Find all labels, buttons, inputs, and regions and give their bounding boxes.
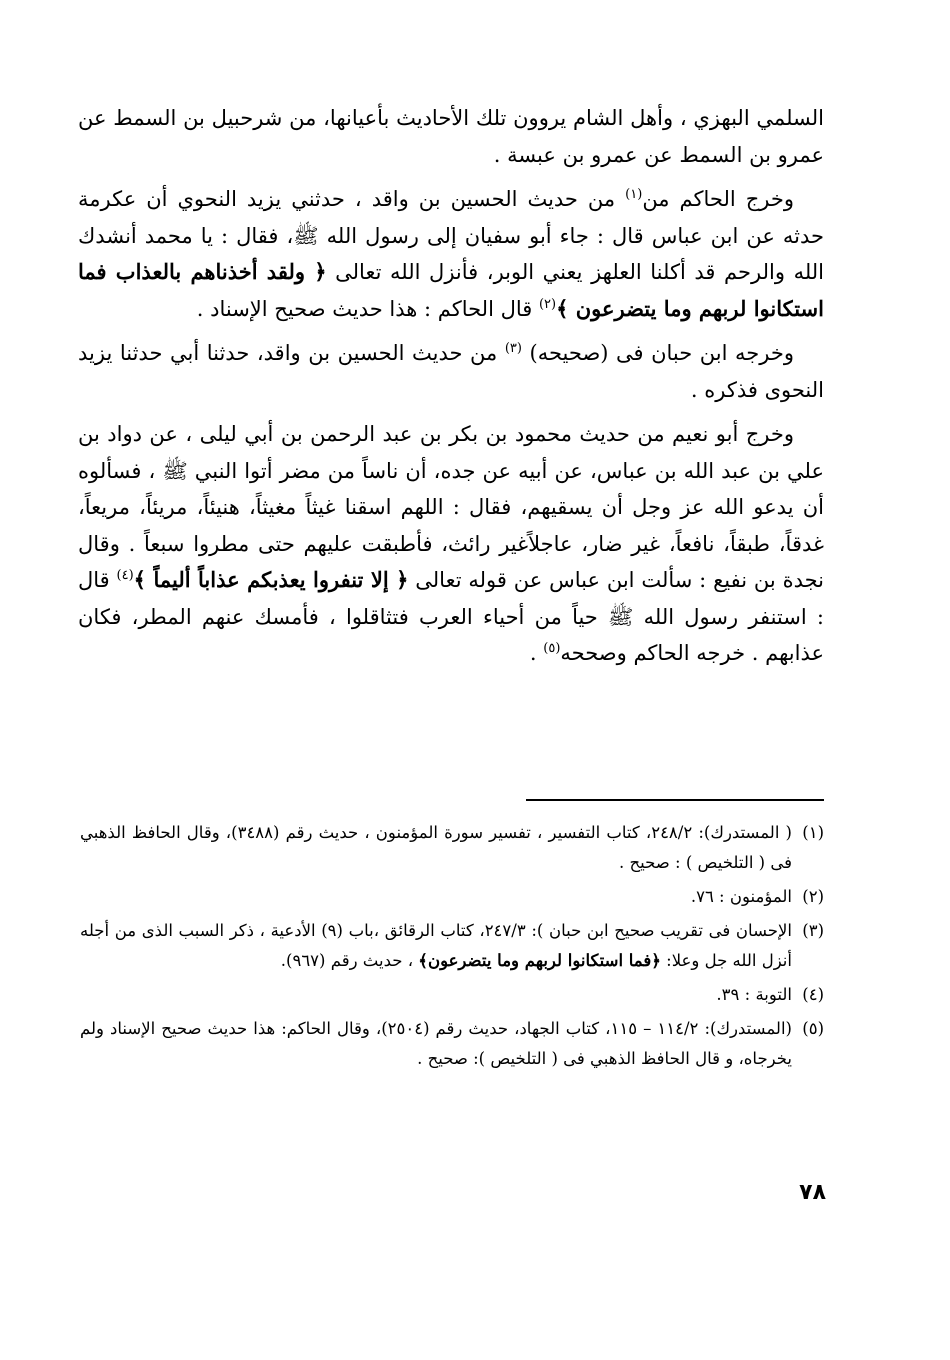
footnote-2: [80, 882, 824, 912]
paragraph-4-text-b: قال : استنفر رسول الله ﷺ حياً من أحياء العرب فتثاقلوا ، فأمسك عنهم المطر، فكان عذابهم . خرجه الحاكم وصححه: [78, 568, 824, 665]
footnote-text: التوبة : ٣٩.: [716, 985, 792, 1004]
paragraph-2-text-b: من حديث الحسين بن واقد ، حدثني يزيد النحوي أن عكرمة حدثه عن ابن عباس قال : جاء أبو سفيان إلى رسول الله ﷺ، فقال : يا محمد أنشدك الله والرحم قد أكلنا العلهز يعني الوبر، فأنزل الله تعالى: [78, 187, 825, 284]
footnote-3: [80, 916, 824, 976]
footnote-ref-3[interactable]: (٣): [504, 341, 522, 356]
paragraph-3: [78, 335, 824, 408]
footnote-5: [80, 1014, 824, 1074]
footnote-quote: ﴿فما استكانوا لربهم وما يتضرعون﴾: [418, 951, 661, 970]
footnote-text-a: الإحسان فى تقريب صحيح ابن حبان ): ٢٤٧/٣، كتاب الرقائق ،باب (٩) الأدعية ، ذكر السبب الذى من أجله أنزل الله جل وعلا:: [80, 921, 792, 970]
paragraph-1-text: السلمي البهزي ، وأهل الشام يروون تلك الأحاديث بأعيانها، من شرحبيل بن السمط عن عمرو بن السمط عن عمرو بن عبسة .: [78, 106, 824, 167]
footnote-number: (٣): [802, 921, 824, 940]
footnote-number: (١): [802, 823, 824, 842]
footnote-ref-1[interactable]: (١): [625, 187, 643, 202]
footnotes: [80, 818, 824, 1078]
paragraph-4: [78, 416, 824, 672]
paragraph-3-text-b: من حديث الحسين بن واقد، حدثنا أبي حدثنا يزيد النحوى فذكره .: [78, 341, 824, 402]
paragraph-2-text-c: قال الحاكم : هذا حديث صحيح الإسناد .: [196, 296, 539, 321]
footnote-separator: [526, 799, 824, 801]
paragraph-2-text-a: وخرج الحاكم من: [642, 187, 794, 211]
quran-quote-2: ﴿ إلا تنفروا يعذبكم عذاباً أليماً ﴾: [133, 567, 409, 592]
footnote-4: [80, 980, 824, 1010]
footnote-number: (٢): [802, 887, 824, 906]
page-number: ٧٨: [799, 1180, 826, 1205]
footnote-number: (٤): [802, 985, 824, 1004]
main-text: [78, 100, 824, 680]
paragraph-4-text-c: .: [529, 641, 544, 665]
paragraph-4-text-a: وخرج أبو نعيم من حديث محمود بن بكر بن عبد الرحمن بن أبي ليلى ، عن دواد بن علي بن عبد الله بن عباس، عن أبيه عن جده، أن ناساً من مضر أتوا النبي ﷺ ، فسألوه أن يدعو الله عز وجل أن يسقيهم، فقال : اللهم اسقنا غيثاً مغيثاً، هنيئاً، مريئاً، مريعاً، غدقاً، طبقاً، نافعاً، غير ضار، عاجلاًغير رائث، فأطبقت عليهم حتى مطروا سبعاً . وقال نجدة بن نفيع : سألت ابن عباس عن قوله تعالى: [78, 422, 824, 592]
paragraph-3-text-a: وخرجه ابن حبان فى (صحيحه): [521, 341, 794, 365]
footnote-1: [80, 818, 824, 878]
footnote-number: (٥): [802, 1019, 824, 1038]
footnote-text: ( المستدرك): ٢٤٨/٢، كتاب التفسير ، تفسير سورة المؤمنون ، حديث رقم (٣٤٨٨)، وقال الحافظ الذهبي فى ( التلخيص ) : صحيح .: [80, 823, 792, 872]
paragraph-1: [78, 100, 824, 173]
paragraph-2: [78, 181, 824, 327]
footnote-text-b: ، حديث رقم (٩٦٧).: [280, 951, 419, 970]
footnote-text: (المستدرك): ١١٤/٢ – ١١٥، كتاب الجهاد، حديث رقم (٢٥٠٤)، وقال الحاكم: هذا حديث صحيح الإسناد ولم يخرجاه، و قال الحافظ الذهبي فى ( التلخيص ): صحيح .: [80, 1019, 792, 1068]
footnote-ref-2[interactable]: (٢): [538, 296, 557, 312]
quran-quote-1: ﴿ ولقد أخذناهم بالعذاب فما استكانوا لربهم وما يتضرعون ﴾: [78, 259, 824, 321]
footnote-ref-5[interactable]: (٥): [543, 641, 561, 656]
footnote-text: المؤمنون : ٧٦.: [690, 887, 792, 906]
footnote-ref-4[interactable]: (٤): [116, 568, 134, 583]
